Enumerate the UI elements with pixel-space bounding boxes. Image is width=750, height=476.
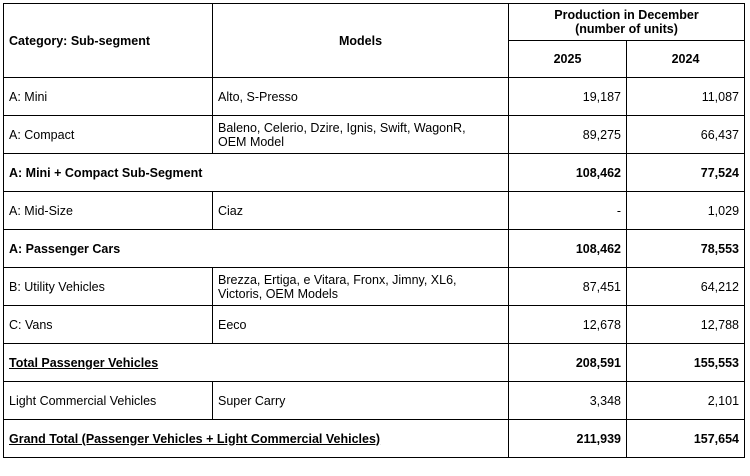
row-2025: 19,187 [509, 78, 627, 116]
row-category: Light Commercial Vehicles [4, 382, 213, 420]
row-2025: 208,591 [509, 344, 627, 382]
table-row-total [4, 344, 745, 382]
table-row [4, 78, 745, 116]
header-2025: 2025 [509, 41, 627, 78]
row-2024: 64,212 [627, 268, 745, 306]
row-models: Eeco [213, 306, 509, 344]
row-2024: 66,437 [627, 116, 745, 154]
table-row-subtotal [4, 154, 745, 192]
row-2024: 12,788 [627, 306, 745, 344]
row-models: Ciaz [213, 192, 509, 230]
row-2025: 108,462 [509, 230, 627, 268]
row-models: Super Carry [213, 382, 509, 420]
row-2025: - [509, 192, 627, 230]
row-category: A: Mini + Compact Sub-Segment [4, 154, 509, 192]
table-row-grand-total [4, 420, 745, 458]
row-models: Brezza, Ertiga, e Vitara, Fronx, Jimny, XL6, Victoris, OEM Models [213, 268, 509, 306]
row-category: A: Mid-Size [4, 192, 213, 230]
row-category: A: Mini [4, 78, 213, 116]
row-models: Baleno, Celerio, Dzire, Ignis, Swift, WagonR, OEM Model [213, 116, 509, 154]
row-2024: 155,553 [627, 344, 745, 382]
row-category: A: Compact [4, 116, 213, 154]
row-category: Total Passenger Vehicles [4, 344, 509, 382]
row-category: Grand Total (Passenger Vehicles + Light Commercial Vehicles) [4, 420, 509, 458]
table-row [4, 192, 745, 230]
table-row [4, 268, 745, 306]
row-2025: 108,462 [509, 154, 627, 192]
row-2024: 77,524 [627, 154, 745, 192]
table-row [4, 116, 745, 154]
production-table [3, 3, 745, 458]
header-2024: 2024 [627, 41, 745, 78]
row-2024: 78,553 [627, 230, 745, 268]
table-row [4, 382, 745, 420]
row-2024: 11,087 [627, 78, 745, 116]
row-2025: 12,678 [509, 306, 627, 344]
header-models: Models [213, 4, 509, 78]
row-category: C: Vans [4, 306, 213, 344]
row-category: B: Utility Vehicles [4, 268, 213, 306]
header-category: Category: Sub-segment [4, 4, 213, 78]
row-2025: 3,348 [509, 382, 627, 420]
row-2024: 1,029 [627, 192, 745, 230]
row-2025: 89,275 [509, 116, 627, 154]
row-2025: 87,451 [509, 268, 627, 306]
row-2024: 2,101 [627, 382, 745, 420]
row-category: A: Passenger Cars [4, 230, 509, 268]
row-models: Alto, S-Presso [213, 78, 509, 116]
table-row-subtotal [4, 230, 745, 268]
header-production: Production in December (number of units) [509, 4, 745, 41]
row-2024: 157,654 [627, 420, 745, 458]
table-row [4, 306, 745, 344]
row-2025: 211,939 [509, 420, 627, 458]
